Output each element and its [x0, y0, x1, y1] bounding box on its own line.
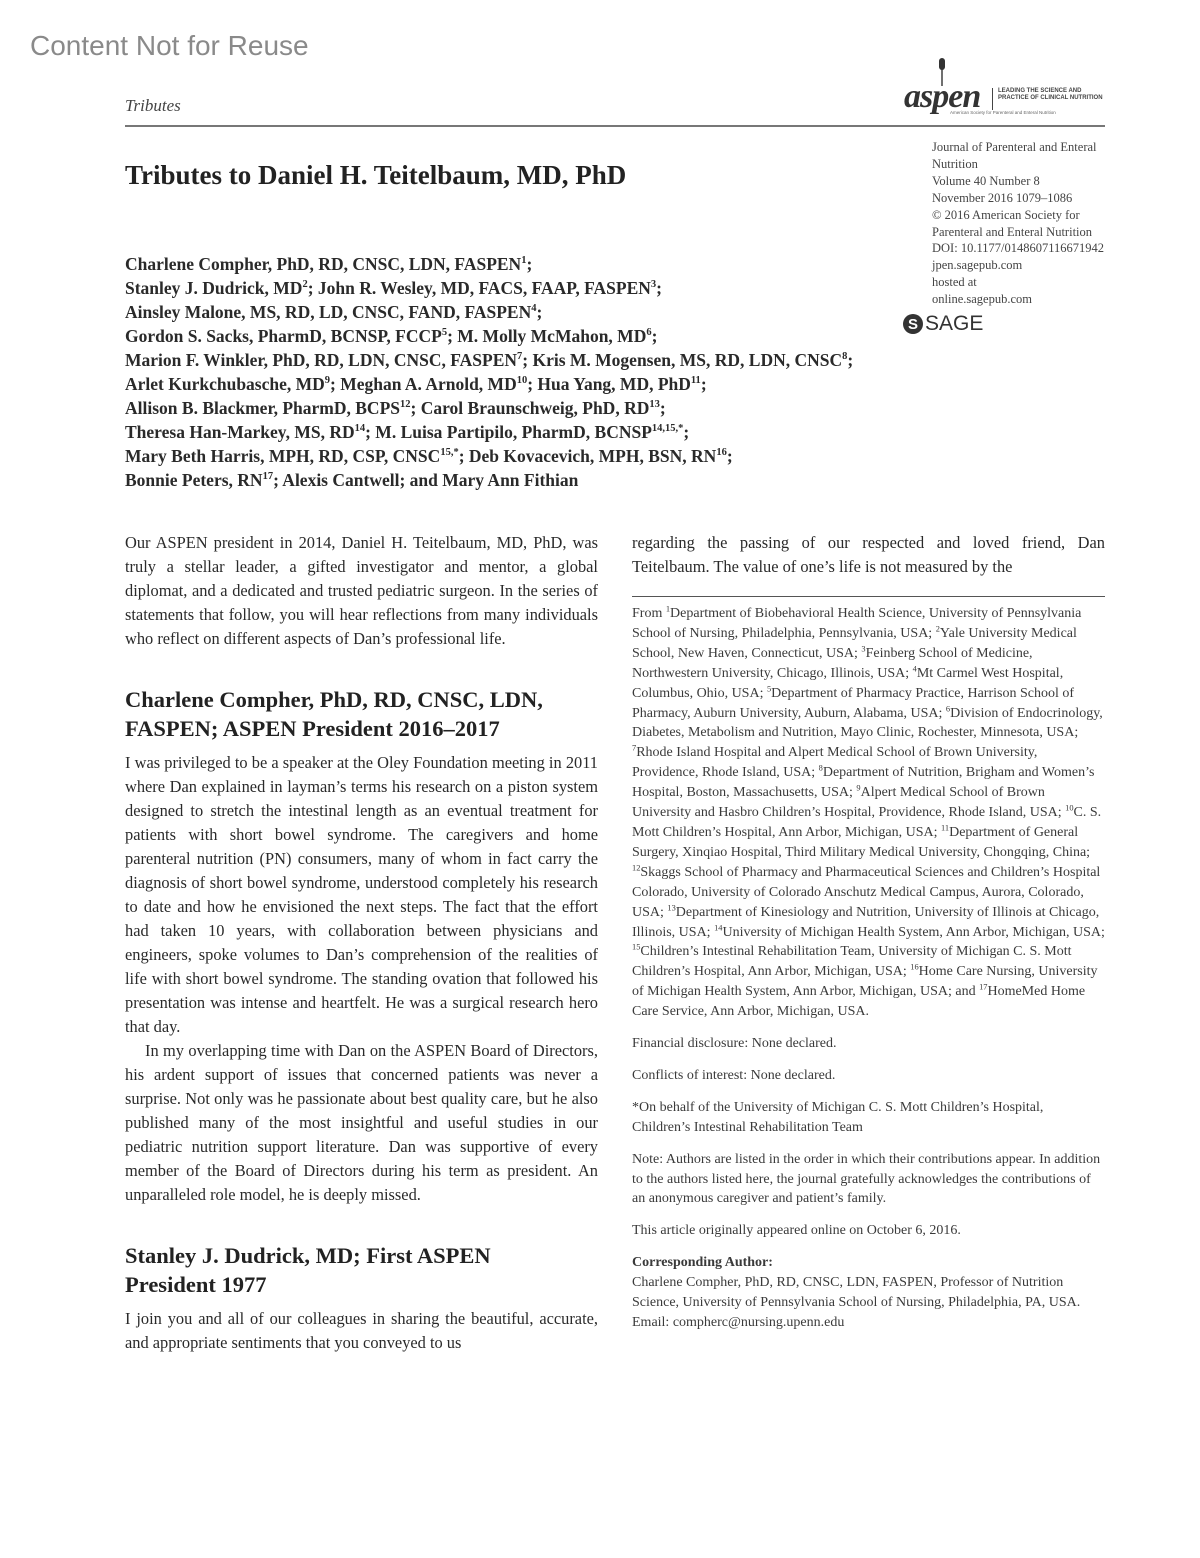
affiliation-text: Rhode Island Hospital and Alpert Medical School of Brown University, Providence, Rhode Island, USA; — [632, 745, 1038, 781]
author-name: ; — [700, 374, 707, 394]
journal-info-line: hosted at — [932, 275, 977, 290]
publisher-name: SAGE — [925, 312, 984, 335]
affiliation-number: 6 — [945, 703, 951, 713]
affiliation-text: HomeMed Home Care Service, Ann Arbor, Michigan, USA. — [632, 984, 1086, 1020]
affiliation-text: Children’s Intestinal Rehabilitation Team, University of Michigan C. S. Mott Children’s Hospital, Ann Arbor, Michigan, USA; — [632, 944, 1072, 980]
author-name: ; M. Luisa Partipilo, PharmD, BCNSP — [365, 422, 652, 442]
author-order-note: Note: Authors are listed in the order in which their contributions appear. In addition to the authors listed here, the journal gratefully acknowledges the contributions of an anonymous caregiver and patient’s family. — [632, 1151, 1101, 1207]
logo-tagline-2: PRACTICE OF CLINICAL NUTRITION — [998, 95, 1103, 101]
financial-disclosure: Financial disclosure: None declared. — [632, 1036, 837, 1052]
aspen-logo — [900, 58, 1110, 114]
affiliation-text: Department of Pharmacy Practice, Harrison School of Pharmacy, Auburn University, Auburn, Alabama, USA; — [632, 685, 1075, 721]
corresponding-label: Corresponding Author: — [632, 1255, 773, 1271]
logo-tagline-1: LEADING THE SCIENCE AND — [998, 88, 1082, 94]
author-name: ; Carol Braunschweig, PhD, RD — [410, 398, 650, 418]
author-name: ; — [847, 350, 854, 370]
journal-info-line: November 2016 1079–1086 — [932, 190, 1073, 205]
logo-subtitle: American Society for Parenteral and Enteral Nutrition — [950, 110, 1056, 115]
author-name: ; — [656, 278, 662, 298]
affiliation-marker: 9 — [324, 375, 331, 387]
affiliation-number: 3 — [861, 644, 866, 654]
author-line — [125, 276, 853, 300]
author-name: Ainsley Malone, MS, RD, LD, CNSC, FAND, FASPEN — [125, 302, 532, 322]
affiliation-marker: 2 — [302, 279, 308, 291]
journal-info-line: Volume 40 Number 8 — [932, 173, 1040, 188]
affiliation-text: C. S. Mott Children’s Hospital, Ann Arbor, Michigan, USA; — [632, 805, 1102, 840]
author-name: Arlet Kurkchubasche, MD — [125, 374, 325, 394]
journal-info — [932, 139, 1122, 308]
section-heading-compher: Charlene Compher, PhD, RD, CNSC, LDN, FASPEN; ASPEN President 2016–2017 — [125, 687, 543, 741]
affiliation-marker: 11 — [690, 375, 701, 387]
author-name: ; John R. Wesley, MD, FACS, FAAP, FASPEN — [307, 278, 651, 298]
affiliation-number: 14 — [714, 922, 723, 932]
left-column — [125, 531, 598, 1355]
affiliation-number: 15 — [632, 942, 641, 952]
affiliation-number: 4 — [912, 664, 917, 674]
author-name: ; Meghan A. Arnold, MD — [330, 374, 517, 394]
affiliation-marker: 1 — [521, 255, 527, 267]
logo-tagline — [998, 88, 1103, 102]
affiliation-number: 8 — [818, 763, 823, 773]
journal-info-line: jpen.sagepub.com — [932, 258, 1023, 273]
logo-divider — [992, 88, 993, 110]
author-name: Stanley J. Dudrick, MD — [125, 278, 303, 298]
author-name: ; — [651, 326, 658, 346]
affiliation-number: 7 — [632, 743, 637, 753]
online-date: This article originally appeared online on October 6, 2016. — [632, 1223, 961, 1239]
author-name: Bonnie Peters, RN — [125, 470, 263, 490]
affiliation-marker: 12 — [400, 399, 411, 411]
affiliations — [632, 604, 1105, 1022]
section-label: Tributes — [125, 96, 181, 115]
affiliation-marker: 7 — [517, 351, 523, 363]
affiliation-marker: 4 — [531, 303, 537, 315]
affiliation-number: 5 — [766, 683, 772, 693]
affiliation-text: Division of Endocrinology, Diabetes, Metabolism and Nutrition, Mayo Clinic, Rochester, Minnesota, USA; — [632, 705, 1103, 741]
author-name: ; — [526, 254, 533, 274]
footnote-rule — [632, 596, 1105, 597]
affiliation-marker: 8 — [842, 351, 848, 363]
affiliation-marker: 14,15,* — [651, 423, 684, 435]
affiliation-marker: 15,* — [440, 447, 459, 459]
affiliation-number: 1 — [665, 604, 671, 614]
section-heading-dudrick: Stanley J. Dudrick, MD; First ASPEN President 1977 — [125, 1243, 491, 1297]
logo-word: aspen — [904, 78, 981, 115]
affiliation-text: Department of General Surgery, Xinqiao Hospital, Third Military Medical University, Chongqing, China; — [632, 824, 1091, 860]
body-paragraph: I join you and all of our colleagues in sharing the beautiful, accurate, and appropriate sentiments that you conveyed to us — [125, 1309, 598, 1352]
affiliation-marker: 6 — [646, 327, 652, 339]
journal-info-line: Journal of Parenteral and Enteral Nutrition — [932, 140, 1097, 171]
affiliation-marker: 5 — [441, 327, 448, 339]
body-paragraph: In my overlapping time with Dan on the ASPEN Board of Directors, his ardent support of issues that concerned patients was never a surprise. Not only was he passionate about best quality care, but he also published many of the most insightful and useful studies in our pediatric nutrition support literature. Dan was supportive of every member of the Board of Directors during his term as president. An unparalleled role model, he is deeply missed. — [125, 1041, 598, 1204]
author-line — [125, 372, 853, 396]
author-name: ; — [683, 422, 690, 442]
affiliation-marker: 13 — [649, 399, 660, 411]
affiliation-number: 9 — [856, 783, 861, 793]
author-list — [125, 252, 853, 492]
author-name: ; Hua Yang, MD, PhD — [527, 374, 691, 394]
affiliation-text: Department of Biobehavioral Health Science, University of Pennsylvania School of Nursing, Philadelphia, Pennsylvania, USA; — [632, 606, 1082, 641]
affiliation-number: 2 — [935, 624, 940, 634]
affiliation-number: 16 — [910, 962, 919, 972]
journal-info-line: DOI: 10.1177/0148607116671942 — [932, 241, 1104, 256]
affiliation-marker: 10 — [516, 375, 528, 387]
author-line — [125, 300, 853, 324]
from-label: From — [632, 606, 663, 621]
affiliation-text: Department of Nutrition, Brigham and Women’s Hospital, Boston, Massachusetts, USA; — [632, 765, 1095, 801]
author-name: Marion F. Winkler, PhD, RD, LDN, CNSC, FASPEN — [125, 350, 518, 370]
author-name: ; Alexis Cantwell; and Mary Ann Fithian — [273, 470, 579, 490]
affiliation-marker: 16 — [716, 447, 727, 459]
author-name: Gordon S. Sacks, PharmD, BCNSP, FCCP — [125, 326, 442, 346]
header-rule — [125, 125, 1105, 127]
affiliation-text: Alpert Medical School of Brown University and Hasbro Children’s Hospital, Providence, Rhode Island, USA; — [632, 785, 1066, 821]
body-paragraph: I was privileged to be a speaker at the Oley Foundation meeting in 2011 where Dan explained in layman’s terms his research on a piston system designed to stretch the intestinal length as an eventual treatment for patients with short bowel syndrome. The caregivers and home parenteral nutrition (PN) consumers, many of whom in fact carry the diagnosis of short bowel syndrome, understood completely his research to date and how he envisioned the next steps. The fact that the effort had taken 10 years, with collaboration between physicians and engineers, spoke volumes to Dan’s comprehension of the realities of life with short bowel syndrome. The standing ovation that followed his presentation was intense and heartfelt. He was a surgical research hero that day. — [125, 753, 598, 1036]
affiliation-marker: 3 — [650, 279, 657, 291]
sage-icon: S — [903, 314, 923, 334]
affiliation-number: 13 — [667, 902, 676, 912]
author-name: ; M. Molly McMahon, MD — [447, 326, 647, 346]
author-name: ; — [726, 446, 733, 466]
footnotes — [632, 604, 1105, 1333]
affiliation-text: Feinberg School of Medicine, Northwestern University, Chicago, Illinois, USA; — [632, 645, 1033, 681]
right-column-text — [632, 531, 1105, 579]
affiliation-marker: 17 — [262, 471, 274, 483]
author-name: Mary Beth Harris, MPH, RD, CSP, CNSC — [125, 446, 441, 466]
author-line — [125, 468, 853, 492]
author-name: ; Kris M. Mogensen, MS, RD, LDN, CNSC — [522, 350, 843, 370]
affiliation-marker: 14 — [354, 423, 366, 435]
affiliation-text: University of Michigan Health System, Ann Arbor, Michigan, USA; — [722, 924, 1105, 940]
author-line — [125, 252, 853, 276]
affiliation-number: 12 — [632, 863, 641, 873]
journal-info-line: online.sagepub.com — [932, 292, 1032, 307]
affiliation-text: Yale University Medical School, New Haven, Connecticut, USA; — [632, 625, 1077, 661]
article-title: Tributes to Daniel H. Teitelbaum, MD, PhD — [125, 160, 627, 190]
affiliation-text: Mt Carmel West Hospital, Columbus, Ohio, USA; — [632, 665, 1064, 701]
author-name: ; — [536, 302, 543, 322]
behalf-note: *On behalf of the University of Michigan C. S. Mott Children’s Hospital, Children’s Intestinal Rehabilitation Team — [632, 1099, 1044, 1135]
affiliation-number: 10 — [1065, 803, 1074, 813]
affiliation-text: Home Care Nursing, University of Michigan Health System, Ann Arbor, Michigan, USA; and — [632, 964, 1098, 1000]
author-name: Allison B. Blackmer, PharmD, BCPS — [125, 398, 400, 418]
affiliation-text: Skaggs School of Pharmacy and Pharmaceutical Sciences and Children’s Hospital Colorado, University of Colorado Anschutz Medical Campus, Aurora, Colorado, USA; — [632, 864, 1101, 920]
watermark: Content Not for Reuse — [30, 30, 309, 61]
corresponding-author: Charlene Compher, PhD, RD, CNSC, LDN, FASPEN, Professor of Nutrition Science, University of Pennsylvania School of Nursing, Philadelphia, PA, USA. — [632, 1275, 1081, 1311]
affiliation-text: Department of Kinesiology and Nutrition, University of Illinois at Chicago, Illinois, USA; — [632, 904, 1100, 940]
affiliation-number: 17 — [979, 982, 988, 992]
sage-logo — [903, 312, 983, 336]
author-line — [125, 444, 853, 468]
author-name: Theresa Han-Markey, MS, RD — [125, 422, 355, 442]
conflicts-of-interest: Conflicts of interest: None declared. — [632, 1067, 836, 1083]
author-name: Charlene Compher, PhD, RD, CNSC, LDN, FASPEN — [125, 254, 522, 274]
body-paragraph-continued: regarding the passing of our respected and loved friend, Dan Teitelbaum. The value of one’s life is not measured by the — [632, 533, 1105, 576]
author-line — [125, 396, 853, 420]
author-name: ; Deb Kovacevich, MPH, BSN, RN — [458, 446, 717, 466]
author-line — [125, 348, 853, 372]
intro-paragraph: Our ASPEN president in 2014, Daniel H. Teitelbaum, MD, PhD, was truly a stellar leader, a gifted investigator and mentor, a global diplomat, and a dedicated and trusted pediatric surgeon. In the series of statements that follow, you will hear reflections from many individuals who reflect on different aspects of Dan’s professional life. — [125, 533, 598, 648]
affiliation-number: 11 — [941, 823, 950, 833]
corresponding-email[interactable]: Email: compherc@nursing.upenn.edu — [632, 1315, 845, 1330]
author-line — [125, 324, 853, 348]
journal-info-line: © 2016 American Society for Parenteral and Enteral Nutrition — [932, 207, 1093, 239]
author-line — [125, 420, 853, 444]
author-name: ; — [659, 398, 666, 418]
